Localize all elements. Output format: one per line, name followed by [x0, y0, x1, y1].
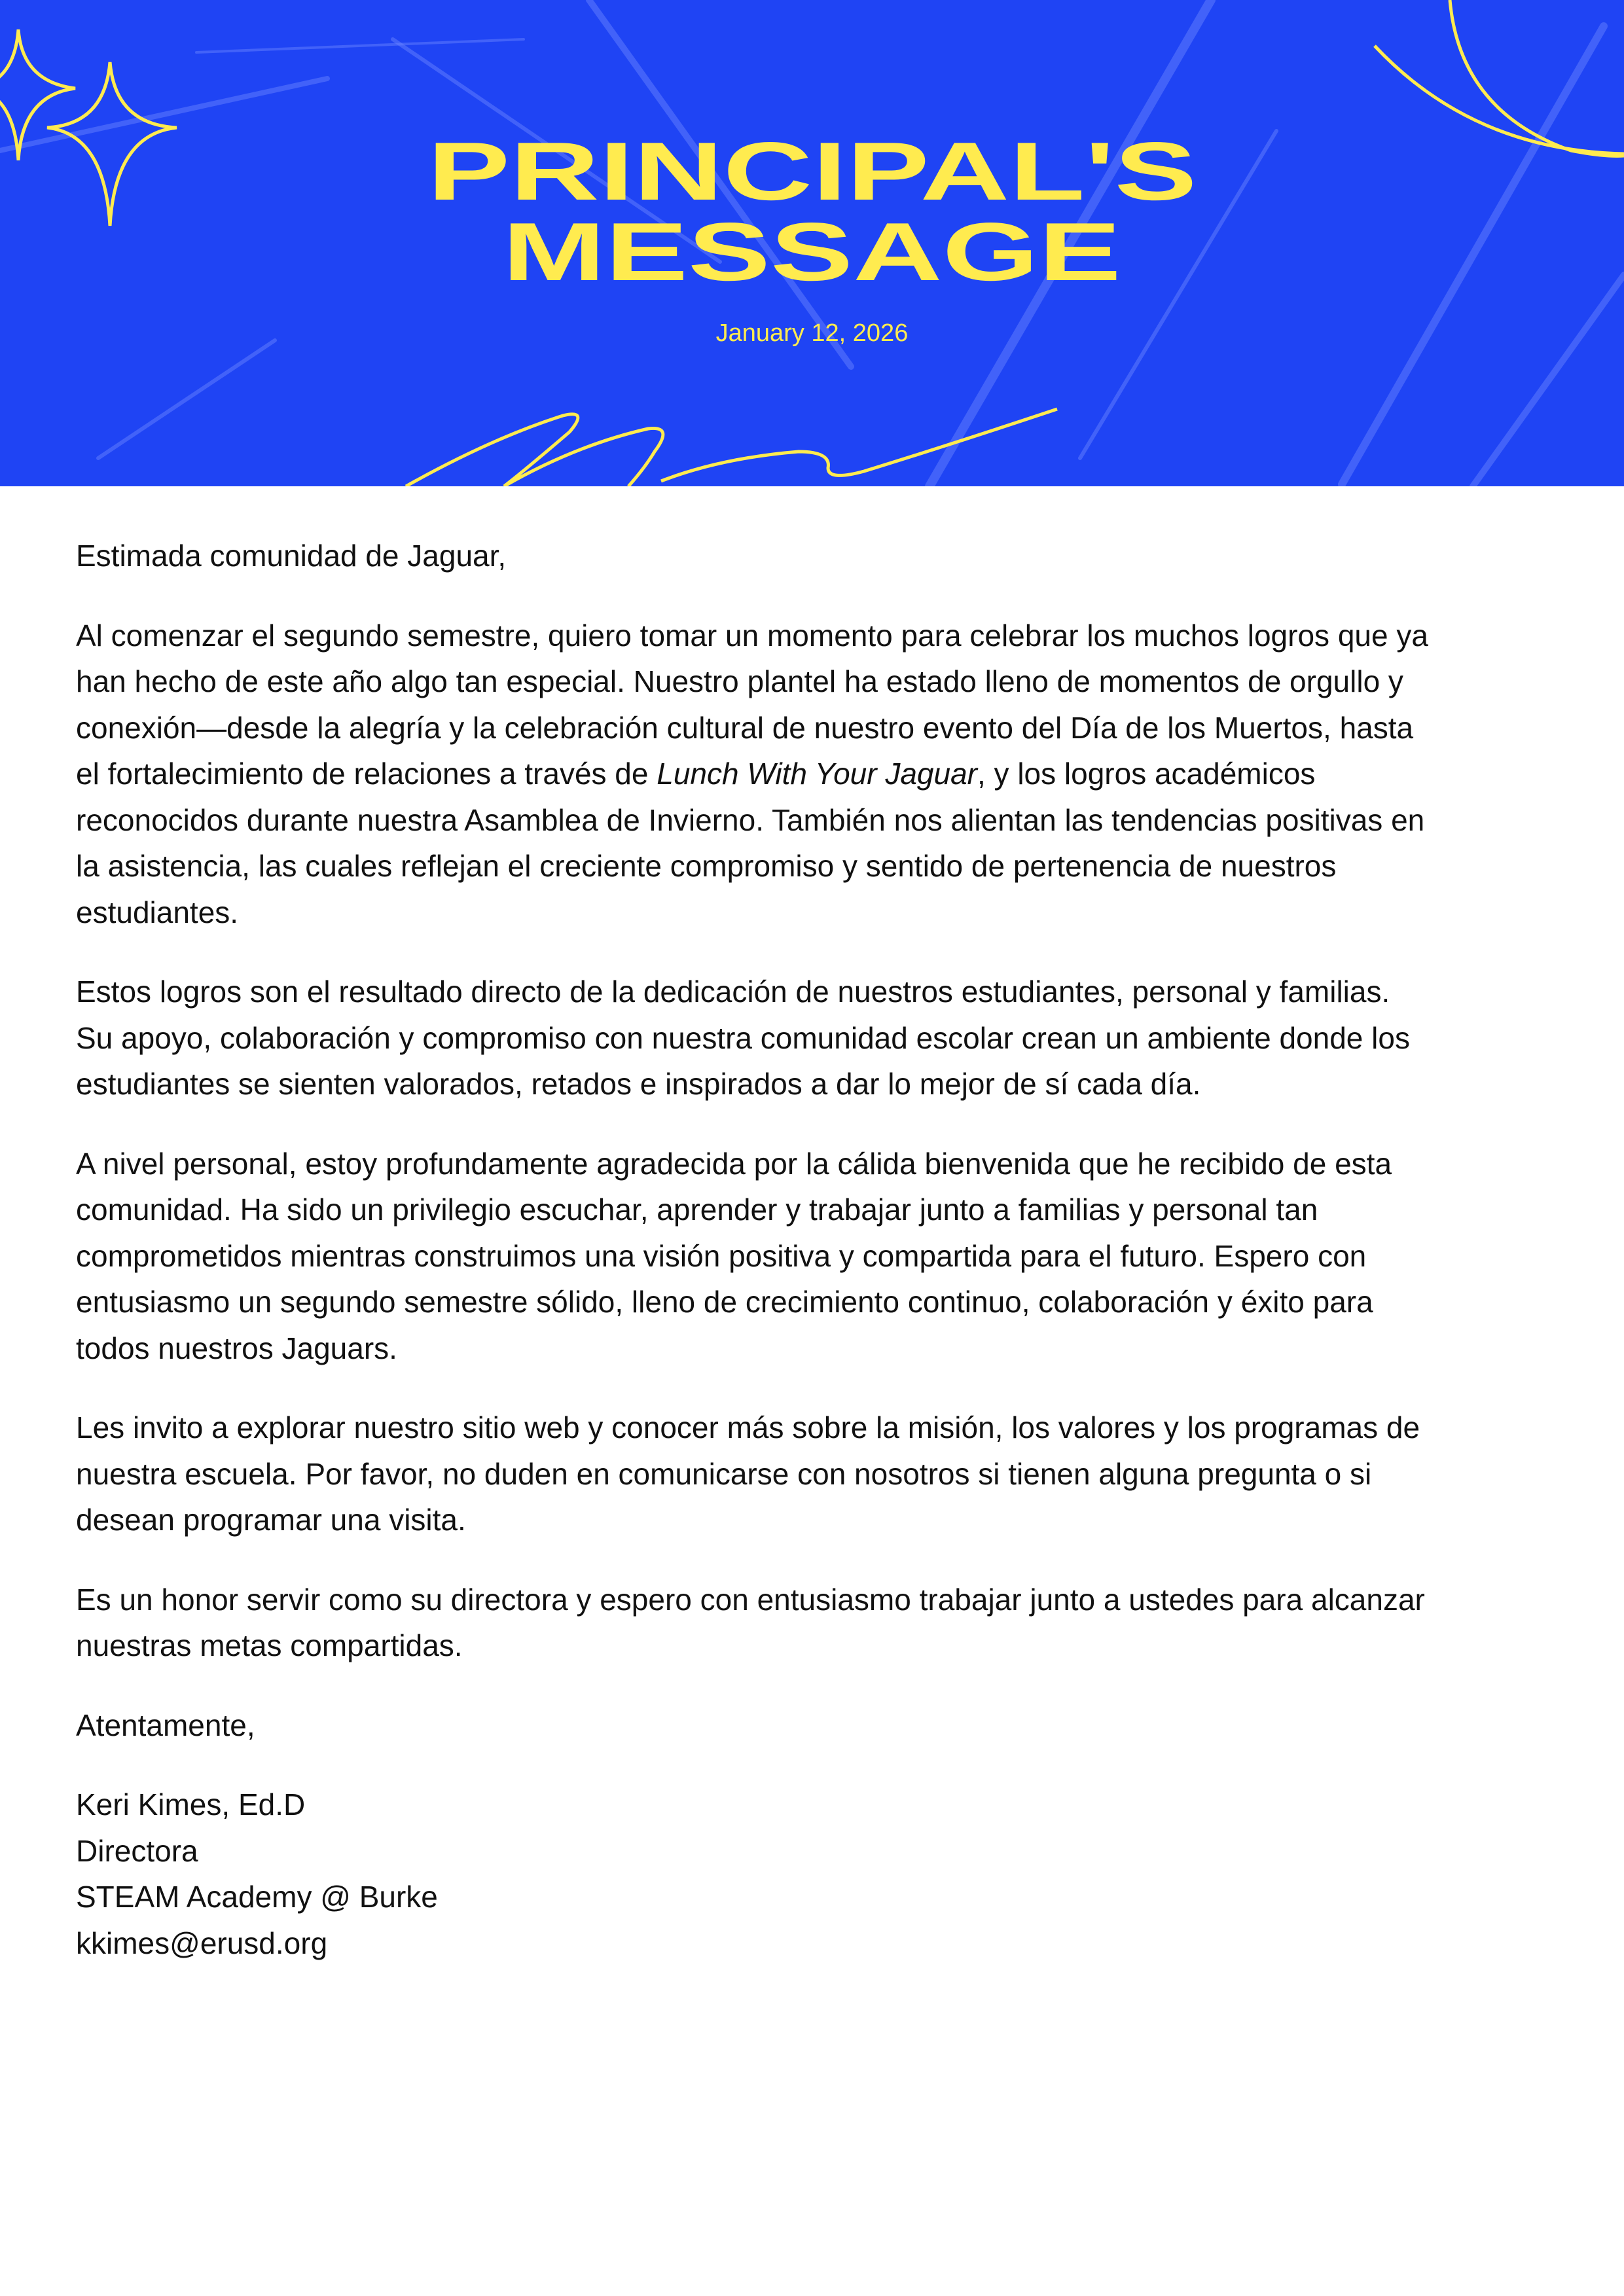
paragraph-1: [76, 613, 1581, 936]
signature-role: Directora: [76, 1833, 198, 1868]
squiggle-line: [406, 409, 1057, 486]
text-line: nuestras metas compartidas.: [76, 1628, 463, 1662]
paragraph-2: [76, 969, 1581, 1107]
text-line: A nivel personal, estoy profundamente agradecida por la cálida bienvenida que he recibido de esta: [76, 1146, 1392, 1181]
text-line: todos nuestros Jaguars.: [76, 1331, 397, 1365]
header-banner: [0, 0, 1624, 486]
signature-block: [76, 1782, 1581, 1966]
text-line: Estos logros son el resultado directo de la dedicación de nuestros estudiantes, personal y familias.: [76, 975, 1390, 1009]
signature-email[interactable]: kkimes@erusd.org: [76, 1926, 328, 1960]
text-line: Su apoyo, colaboración y compromiso con nuestra comunidad escolar crean un ambiente donde los: [76, 1020, 1410, 1055]
text-line: reconocidos durante nuestra Asamblea de Invierno. También nos alientan las tendencias positivas en: [76, 802, 1425, 837]
text-line: conexión—desde la alegría y la celebración cultural de nuestro evento del Día de los Muertos, hasta: [76, 710, 1414, 745]
text-line: han hecho de este año algo tan especial. Nuestro plantel ha estado lleno de momentos de orgullo y: [76, 664, 1403, 698]
closing: Atentamente,: [76, 1708, 255, 1742]
text-line: [76, 751, 1581, 797]
text-line: la asistencia, las cuales reflejan el creciente compromiso y sentido de pertenencia de nuestros: [76, 849, 1337, 883]
program-name: Lunch With Your Jaguar: [657, 757, 977, 791]
paragraph-5: [76, 1577, 1581, 1669]
text-line: entusiasmo un segundo semestre sólido, lleno de crecimiento continuo, colaboración y éxito para: [76, 1285, 1373, 1319]
text-line: Les invito a explorar nuestro sitio web y conocer más sobre la misión, los valores y los programas de: [76, 1410, 1420, 1444]
text-line: comprometidos mientras construimos una visión positiva y compartida para el futuro. Espero con: [76, 1238, 1367, 1273]
text-segment: , y los logros académicos: [977, 757, 1316, 791]
greeting: Estimada comunidad de Jaguar,: [76, 539, 507, 573]
page-title-line2: MESSAGE: [502, 206, 1122, 298]
text-line: nuestra escuela. Por favor, no duden en comunicarse con nosotros si tienen alguna pregunta o si: [76, 1456, 1372, 1491]
letter-body: [76, 533, 1581, 2000]
text-line: desean programar una visita.: [76, 1503, 466, 1537]
paragraph-3: [76, 1141, 1581, 1372]
text-line: Es un honor servir como su directora y espero con entusiasmo trabajar junto a ustedes para alcanzar: [76, 1582, 1425, 1617]
message-date: January 12, 2026: [715, 319, 909, 347]
page-title-line1: PRINCIPAL'S: [427, 125, 1197, 217]
signature-school: STEAM Academy @ Burke: [76, 1880, 438, 1914]
text-segment: el fortalecimiento de relaciones a través de: [76, 757, 657, 791]
text-line: Al comenzar el segundo semestre, quiero tomar un momento para celebrar los muchos logros que ya: [76, 618, 1428, 653]
signature-name: Keri Kimes, Ed.D: [76, 1787, 306, 1821]
paragraph-4: [76, 1405, 1581, 1543]
text-line: comunidad. Ha sido un privilegio escuchar, aprender y trabajar junto a familias y personal tan: [76, 1193, 1318, 1227]
text-line: estudiantes.: [76, 895, 239, 929]
text-line: estudiantes se sienten valorados, retados e inspirados a dar lo mejor de sí cada día.: [76, 1067, 1201, 1101]
